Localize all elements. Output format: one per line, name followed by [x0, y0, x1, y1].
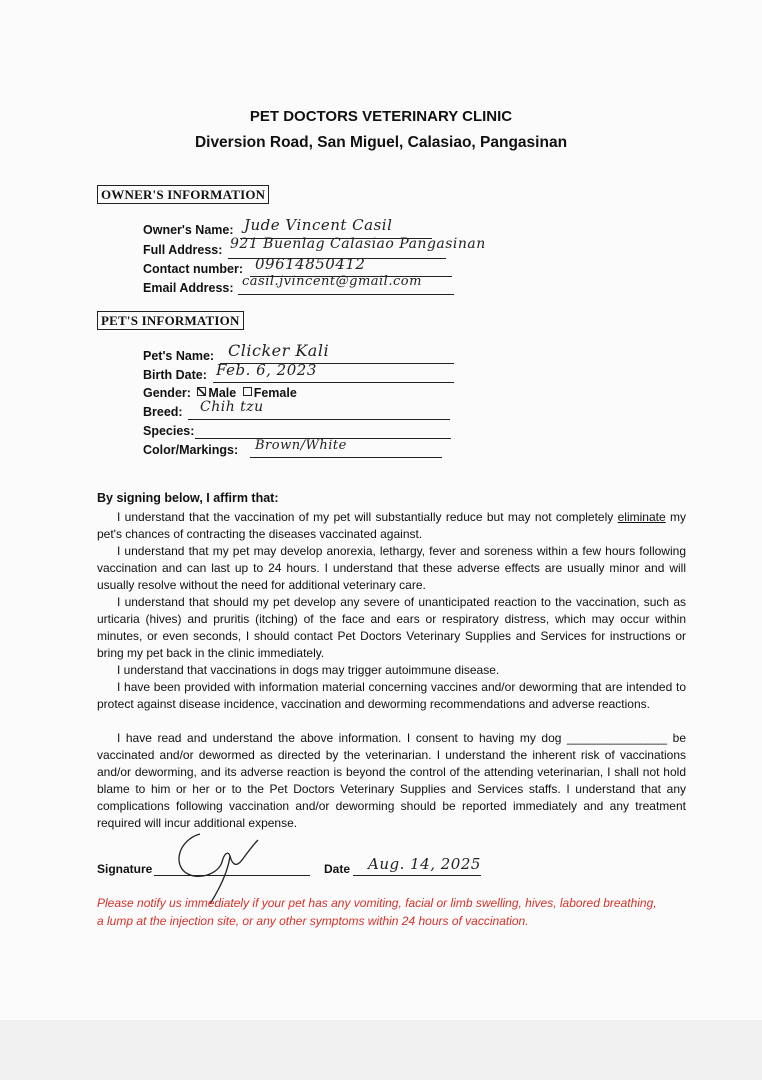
gender-male-label: Male [208, 386, 237, 400]
color-markings-line [250, 457, 442, 458]
contact-number-value[interactable]: 09614850412 [255, 255, 366, 273]
gender-male-checkbox[interactable] [197, 387, 206, 396]
pet-name-value[interactable]: Clicker Kali [228, 341, 330, 360]
pet-section-heading: PET'S INFORMATION [97, 311, 244, 330]
birth-date-value[interactable]: Feb. 6, 2023 [216, 361, 317, 379]
owner-section-heading: OWNER'S INFORMATION [97, 185, 269, 204]
breed-line [188, 419, 450, 420]
birth-date-line [213, 382, 454, 383]
gender-female-checkbox[interactable] [243, 387, 252, 396]
gender-field [143, 386, 297, 400]
signature-label: Signature [97, 862, 153, 876]
clinic-address: Diversion Road, San Miguel, Calasiao, Pangasinan [194, 134, 568, 151]
contact-number-label: Contact number: [143, 262, 243, 276]
full-address-label: Full Address: [143, 243, 223, 257]
gender-label: Gender: [143, 386, 191, 400]
consent-paragraph-5: I have been provided with information material concerning vaccines and/or deworming that are intended to protect against disease incidence, vaccination and deworming recommendations and adverse reactions. [97, 680, 686, 711]
affirmation-heading: By signing below, I affirm that: [97, 491, 279, 505]
date-line [353, 875, 481, 876]
consent-paragraph-4: I understand that vaccinations in dogs may trigger autoimmune disease. [117, 663, 500, 677]
email-address-line [238, 294, 454, 295]
consent-paragraph-1-text-end: my pet's chances of contracting the diseases vaccinated against. [97, 510, 686, 541]
scan-edge [0, 1020, 762, 1080]
email-address-value[interactable]: casil.jvincent@gmail.com [242, 274, 422, 289]
pet-name-label: Pet's Name: [143, 349, 215, 363]
color-markings-label: Color/Markings: [143, 443, 239, 457]
consent-paragraph-1 [97, 509, 686, 543]
date-value[interactable]: Aug. 14, 2025 [368, 855, 481, 873]
color-markings-value[interactable]: Brown/White [255, 438, 347, 453]
consent-paragraph-3: I understand that should my pet develop any severe of unanticipated reaction to the vaccination, such as urticaria (hives) and pruritis (itching) of the face and ears or respiratory distress, which may occur within minutes, or even seconds, I should contact Pet Doctors Veterinary Supplies and Services for instructions or bring my pet back in the clinic immediately. [97, 595, 686, 660]
full-address-value[interactable]: 921 Buenlag Calasiao Pangasinan [230, 236, 486, 252]
species-label: Species: [143, 424, 195, 438]
consent-paragraph-6: I have read and understand the above information. I consent to having my dog _______________ be vaccinated and/or dewormed as directed by the veterinarian. I understand the inherent risk of vaccinations and/or deworming, and its adverse reaction is beyond the control of the attending veterinarian, I shall not hold blame to him or her or to the Pet Doctors Veterinary Supplies and Services staffs. I understand that any complications following vaccination and/or deworming should be reported immediately and any treatment required will incur additional expense. [97, 731, 686, 830]
consent-underlined-word: eliminate [617, 510, 666, 524]
gender-female-label: Female [253, 386, 297, 400]
clinic-name: PET DOCTORS VETERINARY CLINIC [249, 108, 513, 125]
breed-label: Breed: [143, 405, 183, 419]
date-label: Date [324, 862, 351, 876]
consent-paragraph-1-text: I understand that the vaccination of my pet will substantially reduce but may not completely [117, 510, 614, 524]
owner-name-label: Owner's Name: [143, 223, 234, 237]
birth-date-label: Birth Date: [143, 368, 207, 382]
breed-value[interactable]: Chih tzu [200, 399, 264, 415]
symptom-notice: Please notify us immediately if your pet has any vomiting, facial or limb swelling, hives, labored breathing, a lump at the injection site, or any other symptoms within 24 hours of vaccination. [97, 896, 657, 928]
consent-paragraph-2: I understand that my pet may develop anorexia, lethargy, fever and soreness within a few hours following vaccination and can last up to 24 hours. I understand that these adverse effects are usually minor and will usually resolve without the need for additional veterinary care. [97, 544, 686, 592]
owner-name-value[interactable]: Jude Vincent Casil [244, 216, 393, 234]
email-address-label: Email Address: [143, 281, 234, 295]
